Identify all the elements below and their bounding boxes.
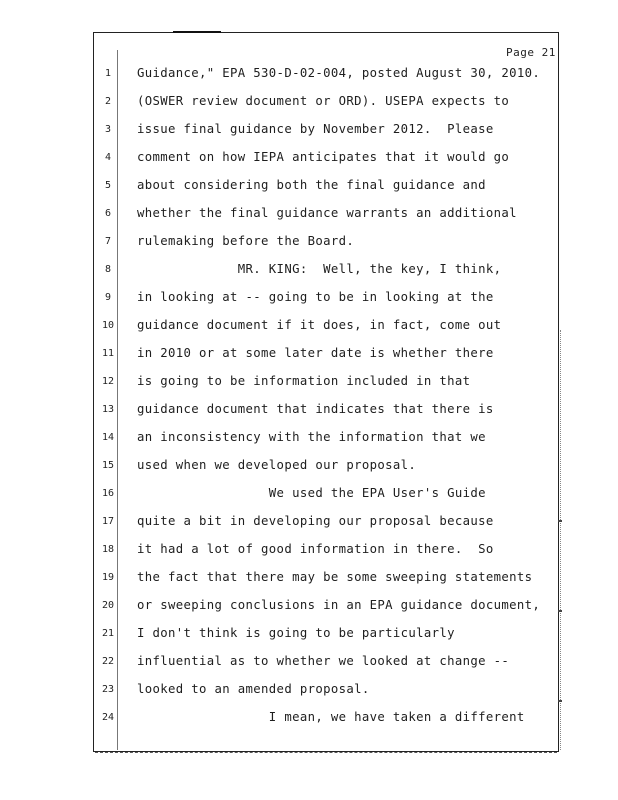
line-text: issue final guidance by November 2012. Please	[137, 122, 494, 136]
line-number: 8	[104, 264, 112, 275]
line-text: whether the final guidance warrants an additional	[137, 206, 517, 220]
line-text: it had a lot of good information in there. So	[137, 542, 494, 556]
page-label: Page 21	[506, 46, 556, 59]
line-text: Guidance," EPA 530-D-02-004, posted August 30, 2010.	[137, 66, 541, 80]
line-number: 18	[101, 544, 115, 555]
line-number: 24	[101, 712, 115, 723]
line-text: guidance document that indicates that there is	[137, 402, 494, 416]
line-number: 5	[104, 180, 112, 191]
line-number: 7	[104, 236, 112, 247]
line-number: 9	[104, 292, 112, 303]
line-text: influential as to whether we looked at change --	[137, 654, 510, 668]
line-text: about considering both the final guidance and	[137, 178, 486, 192]
line-text: in looking at -- going to be in looking at the	[137, 290, 494, 304]
transcript-page-frame	[93, 32, 559, 752]
line-number: 12	[101, 376, 115, 387]
line-text: guidance document if it does, in fact, come out	[137, 318, 502, 332]
line-text: in 2010 or at some later date is whether there	[137, 346, 494, 360]
line-number: 10	[101, 320, 115, 331]
line-number: 3	[104, 124, 112, 135]
line-number: 22	[101, 656, 115, 667]
line-number: 21	[101, 628, 115, 639]
line-number: 17	[101, 516, 115, 527]
line-text: used when we developed our proposal.	[137, 458, 417, 472]
line-text: MR. KING: Well, the key, I think,	[137, 262, 502, 276]
line-text: quite a bit in developing our proposal because	[137, 514, 494, 528]
edge-tick	[558, 610, 562, 612]
line-text: rulemaking before the Board.	[137, 234, 355, 248]
line-number: 16	[101, 488, 115, 499]
top-tab-mark	[173, 31, 221, 33]
line-number: 14	[101, 432, 115, 443]
footer-rule	[95, 752, 557, 753]
line-text: looked to an amended proposal.	[137, 682, 370, 696]
line-text: I mean, we have taken a different	[137, 710, 525, 724]
line-text: is going to be information included in that	[137, 374, 471, 388]
line-number: 11	[101, 348, 115, 359]
edge-tick	[558, 520, 562, 522]
edge-tick	[558, 700, 562, 702]
line-text: I don't think is going to be particularly	[137, 626, 455, 640]
line-number: 13	[101, 404, 115, 415]
line-number: 2	[104, 96, 112, 107]
right-edge-scan-marks	[560, 330, 562, 750]
line-number: 20	[101, 600, 115, 611]
line-text: or sweeping conclusions in an EPA guidance document,	[137, 598, 541, 612]
line-number: 19	[101, 572, 115, 583]
line-text: comment on how IEPA anticipates that it would go	[137, 150, 510, 164]
line-number: 1	[104, 68, 112, 79]
line-text: (OSWER review document or ORD). USEPA expects to	[137, 94, 510, 108]
line-text: the fact that there may be some sweeping statements	[137, 570, 533, 584]
line-number: 6	[104, 208, 112, 219]
line-number: 23	[101, 684, 115, 695]
line-text: We used the EPA User's Guide	[137, 486, 486, 500]
line-number: 4	[104, 152, 112, 163]
line-text: an inconsistency with the information that we	[137, 430, 486, 444]
line-number: 15	[101, 460, 115, 471]
